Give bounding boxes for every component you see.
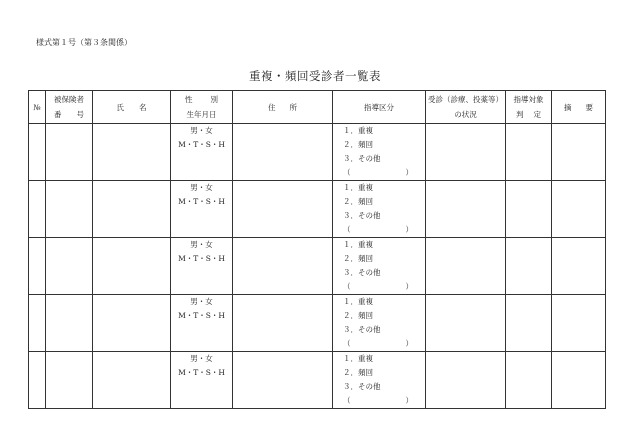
header-remarks bbox=[552, 91, 606, 124]
cell-insured-number[interactable] bbox=[46, 181, 93, 238]
guidance-other: ３．その他 bbox=[343, 382, 381, 391]
header-remarks-a: 摘 bbox=[564, 102, 572, 112]
cell-sex-birth[interactable] bbox=[171, 238, 233, 295]
cell-no[interactable] bbox=[29, 352, 46, 409]
cell-address[interactable] bbox=[233, 238, 333, 295]
cell-guidance[interactable] bbox=[333, 352, 426, 409]
header-judge-a: 判 bbox=[516, 110, 524, 119]
cell-judgement[interactable] bbox=[506, 352, 552, 409]
cell-address[interactable] bbox=[233, 181, 333, 238]
cell-visit-status[interactable] bbox=[426, 181, 506, 238]
table-row bbox=[29, 295, 606, 352]
guidance-duplicate: １．重複 bbox=[343, 126, 373, 135]
header-no: № bbox=[29, 91, 46, 124]
header-sex-a: 性 bbox=[185, 95, 193, 104]
guidance-duplicate: １．重複 bbox=[343, 297, 373, 306]
cell-sex-birth[interactable] bbox=[171, 124, 233, 181]
patient-table bbox=[28, 90, 606, 409]
paren-close: ） bbox=[405, 339, 413, 348]
cell-no[interactable] bbox=[29, 238, 46, 295]
paren-open: （ bbox=[343, 396, 351, 405]
cell-judgement[interactable] bbox=[506, 238, 552, 295]
header-judge-line1: 指導対象 bbox=[513, 95, 544, 104]
paren-close: ） bbox=[405, 168, 413, 177]
table-row bbox=[29, 352, 606, 409]
header-insured-line1: 被保険者 bbox=[54, 95, 84, 104]
guidance-other-paren bbox=[333, 337, 425, 351]
cell-name[interactable] bbox=[93, 352, 171, 409]
cell-insured-number[interactable] bbox=[46, 238, 93, 295]
cell-judgement[interactable] bbox=[506, 124, 552, 181]
cell-guidance[interactable] bbox=[333, 238, 426, 295]
cell-no[interactable] bbox=[29, 295, 46, 352]
cell-name[interactable] bbox=[93, 238, 171, 295]
header-guidance: 指導区分 bbox=[333, 91, 426, 124]
cell-visit-status[interactable] bbox=[426, 352, 506, 409]
paren-close: ） bbox=[405, 396, 413, 405]
cell-address[interactable] bbox=[233, 295, 333, 352]
gender-option: 男・女 bbox=[190, 126, 213, 135]
era-option: M・T・S・H bbox=[178, 197, 225, 206]
guidance-duplicate: １．重複 bbox=[343, 183, 373, 192]
header-address bbox=[233, 91, 333, 124]
cell-remarks[interactable] bbox=[552, 352, 606, 409]
header-visit-line2: の状況 bbox=[454, 110, 477, 119]
guidance-frequent: ２．頻回 bbox=[343, 140, 373, 149]
header-judge-b: 定 bbox=[533, 110, 541, 119]
header-address-a: 住 bbox=[268, 102, 276, 112]
era-option: M・T・S・H bbox=[178, 140, 225, 149]
header-insured-ban: 番 bbox=[54, 110, 62, 119]
paren-close: ） bbox=[405, 225, 413, 234]
table-row bbox=[29, 181, 606, 238]
header-judge-line2 bbox=[506, 107, 551, 122]
header-remarks-b: 要 bbox=[585, 102, 593, 112]
cell-address[interactable] bbox=[233, 124, 333, 181]
header-name-b: 名 bbox=[139, 102, 147, 112]
header-row bbox=[29, 91, 606, 124]
cell-sex-birth[interactable] bbox=[171, 295, 233, 352]
header-sex bbox=[171, 92, 232, 107]
table-row bbox=[29, 124, 606, 181]
cell-remarks[interactable] bbox=[552, 181, 606, 238]
gender-option: 男・女 bbox=[190, 297, 213, 306]
cell-sex-birth[interactable] bbox=[171, 352, 233, 409]
cell-address[interactable] bbox=[233, 352, 333, 409]
guidance-other: ３．その他 bbox=[343, 211, 381, 220]
cell-guidance[interactable] bbox=[333, 295, 426, 352]
page-title: 重複・頻回受診者一覧表 bbox=[249, 69, 381, 83]
cell-no[interactable] bbox=[29, 181, 46, 238]
cell-visit-status[interactable] bbox=[426, 124, 506, 181]
gender-option: 男・女 bbox=[190, 354, 213, 363]
guidance-other-paren bbox=[333, 223, 425, 237]
table-row bbox=[29, 238, 606, 295]
paren-open: （ bbox=[343, 282, 351, 291]
header-insured bbox=[46, 91, 93, 124]
cell-insured-number[interactable] bbox=[46, 352, 93, 409]
header-visit-line1: 受診（診療、投薬等） bbox=[428, 95, 503, 104]
header-address-b: 所 bbox=[289, 102, 297, 112]
header-insured-go: 号 bbox=[76, 110, 84, 119]
header-name bbox=[93, 91, 171, 124]
gender-option: 男・女 bbox=[190, 183, 213, 192]
era-option: M・T・S・H bbox=[178, 254, 225, 263]
cell-insured-number[interactable] bbox=[46, 124, 93, 181]
form-label: 様式第１号（第３条関係） bbox=[36, 38, 132, 47]
cell-sex-birth[interactable] bbox=[171, 181, 233, 238]
guidance-other-paren bbox=[333, 280, 425, 294]
guidance-frequent: ２．頻回 bbox=[343, 368, 373, 377]
header-insured-line2 bbox=[46, 107, 92, 122]
era-option: M・T・S・H bbox=[178, 368, 225, 377]
cell-judgement[interactable] bbox=[506, 181, 552, 238]
guidance-frequent: ２．頻回 bbox=[343, 311, 373, 320]
cell-remarks[interactable] bbox=[552, 124, 606, 181]
cell-guidance[interactable] bbox=[333, 181, 426, 238]
gender-option: 男・女 bbox=[190, 240, 213, 249]
cell-visit-status[interactable] bbox=[426, 238, 506, 295]
header-visit bbox=[426, 91, 506, 124]
cell-name[interactable] bbox=[93, 295, 171, 352]
paren-open: （ bbox=[343, 168, 351, 177]
cell-name[interactable] bbox=[93, 124, 171, 181]
era-option: M・T・S・H bbox=[178, 311, 225, 320]
header-judge bbox=[506, 91, 552, 124]
cell-remarks[interactable] bbox=[552, 238, 606, 295]
paren-open: （ bbox=[343, 225, 351, 234]
cell-guidance[interactable] bbox=[333, 124, 426, 181]
header-birth: 生年月日 bbox=[186, 110, 217, 119]
header-sex-b: 別 bbox=[210, 95, 218, 104]
paren-open: （ bbox=[343, 339, 351, 348]
cell-remarks[interactable] bbox=[552, 295, 606, 352]
cell-visit-status[interactable] bbox=[426, 295, 506, 352]
cell-no[interactable] bbox=[29, 124, 46, 181]
guidance-other: ３．その他 bbox=[343, 268, 381, 277]
header-sex-birth bbox=[171, 91, 233, 124]
cell-name[interactable] bbox=[93, 181, 171, 238]
guidance-other-paren bbox=[333, 394, 425, 408]
cell-judgement[interactable] bbox=[506, 295, 552, 352]
cell-insured-number[interactable] bbox=[46, 295, 93, 352]
guidance-frequent: ２．頻回 bbox=[343, 254, 373, 263]
guidance-frequent: ２．頻回 bbox=[343, 197, 373, 206]
guidance-duplicate: １．重複 bbox=[343, 240, 373, 249]
header-name-a: 氏 bbox=[116, 102, 124, 112]
guidance-other: ３．その他 bbox=[343, 154, 381, 163]
guidance-other: ３．その他 bbox=[343, 325, 381, 334]
paren-close: ） bbox=[405, 282, 413, 291]
guidance-duplicate: １．重複 bbox=[343, 354, 373, 363]
guidance-other-paren bbox=[333, 166, 425, 180]
